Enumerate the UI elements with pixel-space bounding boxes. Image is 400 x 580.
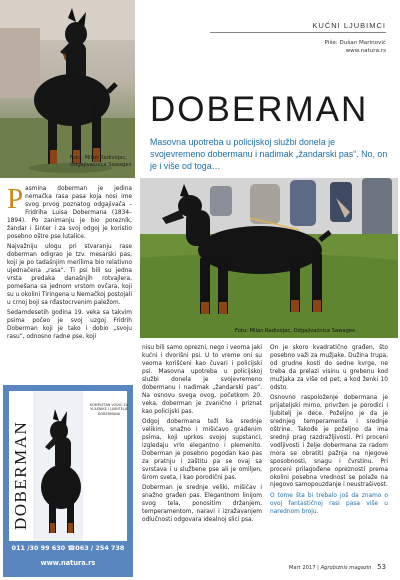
book-advertisement[interactable] (3, 385, 133, 577)
paragraph: nisu bili samo oprezni, nego i veoma jaki kućni i dvorišni psi. U to vreme oni su veoma korišćeni kao čuvari i policijski psi. Masovna upotreba u policijskoj službi donela je svojevremeno dobermanu i nadimak „žandarski pas“. Na osnovu svega ovog, početkom 20. veka, doberman je zvanično i priznat kao policijski pas. (142, 345, 262, 415)
ad-website-link[interactable]: www.natura.rs (40, 559, 96, 567)
paragraph (7, 183, 132, 242)
paragraph: Doberman je srednje veliki, mišićav i snažno građen pas. Elegantnom linijom svog tela, ponositim držanjem, temperamentom, naravi i izražavanjem odlučnosti odgovara idealnoj slici psa. (142, 484, 262, 523)
text-column-2 (142, 345, 262, 527)
top-left-photo-credit (70, 155, 131, 168)
header-rule (210, 32, 386, 33)
paragraph: On je skoro kvadratično građen, što posebno važi za mužjake. Dužina trupa, od grudne kosti do sedne kvrge, ne treba da prelazi visinu u grebenu kod mužjaka za više od pet, a kod ženki 10 odsto. (270, 345, 388, 391)
book-subtitle: KOMPLETAN VODIČ ZA VLASNIKE I LJUBITELJE DOBERMANA (89, 403, 129, 416)
paragraph: Odgoj dobermana teži ka srednje velikim, snažno i mišićavo građenim psima, koji uprkos svojoj supstanci, izgledaju vrlo elegantno i plemenito. Doberman je posebno pogodan kao pas za pratnju i zaštitu pa se ovaj sa svrstava i u službene pse ali je omiljen, širom sveta, i kao porodični pas. (142, 418, 262, 481)
paragraph: Najvažniju ulogu pri stvaranju rase doberman odigrao je tzv. mesarski pas, koji je po tadašnjim merilima bio relativno ujednačena „rasa“. Ti psi bili su jedna vrsta predaka današnjih rotvajlera, pomešana sa jednom vrstom ovčara, koji su u okolini Tiringena u Nemačkoj postojali u crnoj boji sa rđastocrvenim paležom. (7, 244, 133, 306)
author-website: www.natura.rs (345, 48, 386, 55)
issue-date: Mart 2017 (288, 565, 316, 571)
next-issue-note: O tome šta bi trebalo još da znamo o ovoj fantastičnoj rasi pasa više u narednom broju. (270, 492, 388, 515)
section-label: KUĆNI LJUBIMCI (312, 21, 386, 30)
paragraph-text: asmina doberman je jedina nemačka rasa pasa koja nosi ime svog prvog poznatog odgajivača – Fridriha Luisa Dobermana (1834–1894). Po zanimanju je bio porezník, žandar i šinter i za svoj odgoj je koristio posebno oštre pse lutalice. (7, 186, 132, 240)
ad-phone-numbers: 011 /30 99 630 ☎063 / 254 738 (11, 544, 125, 552)
dog-show-image (140, 178, 398, 338)
page-number: 53 (377, 563, 386, 571)
author-name: Piše: Dušan Marinović (324, 40, 386, 46)
standing-doberman-image (0, 0, 135, 178)
book-title-vertical: DOBERMAN (11, 420, 30, 530)
article-lead: Masovna upotreba u policijskoj službi donela je svojevremeno dobermanu i nadimak „žandarski pas“. No, on je i više od toga… (150, 137, 388, 172)
photo-credit-line: Foto: Milan Radivojac, (70, 155, 127, 161)
text-column-3 (270, 345, 388, 519)
main-dog-photo (140, 178, 398, 338)
page-footer: Mart 2017 | Agrobiznis magazin 53 (288, 563, 386, 571)
photo-credit-line: Odgajivačnica Sawages (70, 161, 132, 168)
paragraph: Osnovno raspoloženje dobermana je prijateljski mirno, privržen je porodici i ljubitelj je dece. Poželjno je da je srednjeg temperamenta i srednje oštrine. Takođe je poželjno da ima srednji prag razdražljivosti. Pri proceni vodljivosti i želje dobermana za radom mora se obratiti pažnja na njegove sposobnosti, snagu i čvrstinu. Pri proceni prilagođene oprezností prema okolini posebna vrednost se polaže na njegovo samopouzdanje i neustrašivost. (270, 395, 388, 489)
top-left-dog-photo (0, 0, 135, 178)
magazine-name: Agrobiznis magazin (320, 565, 372, 571)
article-title: DOBERMAN (150, 90, 369, 129)
main-photo-credit: Foto: Milan Radivojac, Odgajivačnica Sawages (235, 328, 355, 334)
author-block (325, 39, 386, 55)
drop-cap: P (7, 183, 24, 215)
paragraph: Sedamdesetih godina 19. veka sa takvim psima počeo je svoj uzgoj Fridrih Doberman koji je tako i dobio „svoju rasu“, odnosno radne pse, koji (7, 310, 132, 340)
text-column-1 (7, 183, 133, 344)
